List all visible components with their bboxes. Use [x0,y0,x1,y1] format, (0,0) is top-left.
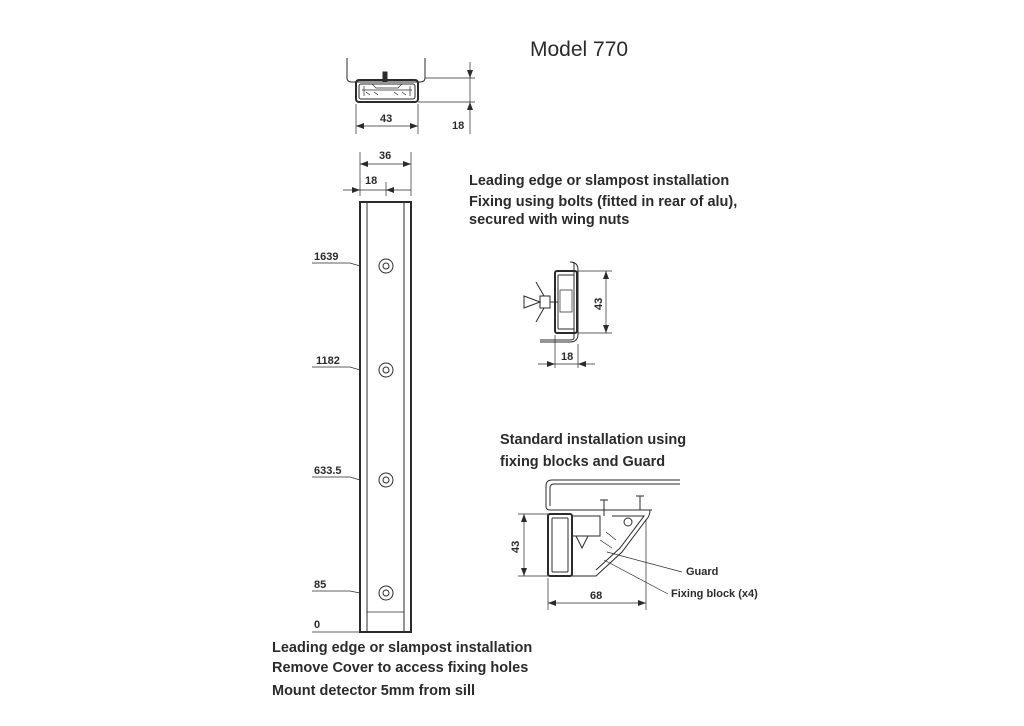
bolt-fixing-detail [524,262,612,368]
hole-position-label: 85 [314,579,327,591]
hole-position-label: 1182 [316,355,340,367]
bolt-heading-line3: secured with wing nuts [469,212,630,228]
top-section-view [347,58,475,134]
drawing-title: Model 770 [530,38,629,61]
fixing-hole-85 [379,586,393,600]
footer-line3: Mount detector 5mm from sill [272,683,476,699]
hole-position-label: 1639 [314,251,339,263]
block-heading-line2: fixing blocks and Guard [500,454,666,470]
bolt-fixing-note [469,173,737,228]
block-fixing-note [500,432,686,470]
vertical-strip-view [312,150,411,632]
bolt-width-label: 18 [561,351,574,363]
bolt-heading-line2: Fixing using bolts (fitted in rear of alu), [469,194,738,210]
block-fixing-detail [510,480,758,610]
fixing-hole-1639 [379,259,393,273]
fixing-block-label: Fixing block (x4) [671,588,758,600]
top-depth-label: 18 [452,120,465,132]
bolt-height-label: 43 [593,297,605,310]
hole-position-label: 633.5 [314,465,342,477]
fixing-hole-633 [379,473,393,487]
block-height-label: 43 [510,540,522,553]
footer-line2: Remove Cover to access fixing holes [272,660,529,676]
strip-hole-offset-label: 18 [365,175,378,187]
fixing-hole-1182 [379,363,393,377]
bolt-heading-line1: Leading edge or slampost installation [469,173,730,189]
zero-label: 0 [314,619,321,631]
strip-width-label: 36 [379,150,392,162]
footer-line1: Leading edge or slampost installation [272,640,533,656]
top-width-label: 43 [380,113,393,125]
guard-label: Guard [686,566,719,578]
block-width-label: 68 [590,590,603,602]
block-heading-line1: Standard installation using [500,432,687,448]
footer-notes [272,640,532,699]
